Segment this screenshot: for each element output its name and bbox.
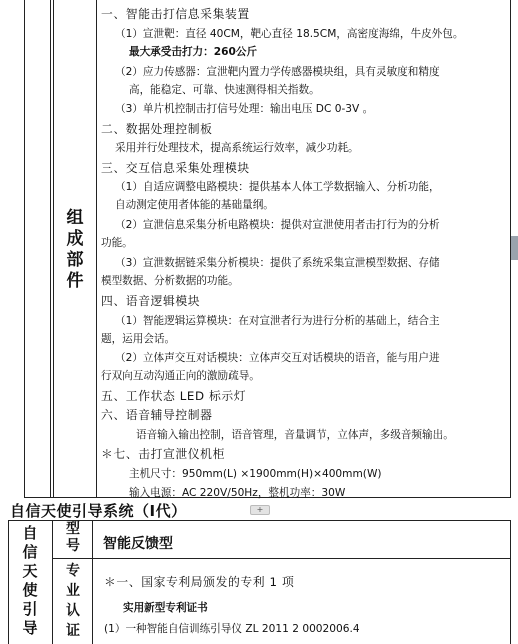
- text-line-l7: 二、数据处理控制板: [101, 122, 213, 136]
- text-line-l19: （2）立体声交互对话模块：立体声交互对话模块的语音，能与用户进: [115, 352, 440, 364]
- text-line-l21: 五、工作状态 LED 标示灯: [101, 389, 247, 403]
- table-divider-c: [96, 0, 97, 498]
- text-line-c3: (1）一种智能自信训练引导仪 ZL 2011 2 0002006.4: [104, 623, 360, 635]
- table-divider-a: [50, 0, 51, 498]
- table2-row-divider: [52, 558, 511, 559]
- text-line-l17: （1）智能逻辑运算模块：在对宣泄者行为进行分析的基础上，结合主: [115, 315, 440, 327]
- scrollbar-tab[interactable]: [511, 236, 518, 260]
- text-line-l8: 采用并行处理技术，提高系统运行效率，减少功耗。: [115, 142, 359, 154]
- text-line-l11: 自动测定使用者体能的基础量纲。: [115, 199, 274, 211]
- table2-divider-a: [52, 520, 53, 644]
- section-label-components: 组 成 部 件: [66, 208, 84, 291]
- text-line-l22: 六、语音辅导控制器: [101, 408, 213, 422]
- text-line-l25: 主机尺寸：950mm(L) ×1900mm(H)×400mm(W): [129, 468, 382, 480]
- text-line-l12: （2）宣泄信息采集分析电路模块：提供对宣泄使用者击打行为的分析: [115, 219, 440, 231]
- text-line-l1: 一、智能击打信息采集装置: [101, 7, 250, 21]
- text-line-l18: 题，运用会话。: [101, 333, 176, 345]
- text-line-l14: （3）宣泄数据链采集分析模块：提供了系统采集宣泄模型数据、存储: [115, 257, 440, 269]
- text-line-l26: 输入电源：AC 220V/50Hz，整机功率：30W: [129, 487, 346, 499]
- table2-border-left: [8, 520, 9, 644]
- text-line-l4: （2）应力传感器：宣泄靶内置力学传感器模块组，具有灵敏度和精度: [115, 66, 440, 78]
- text-line-l2: （1）宣泄靶：直径 40CM，靶心直径 18.5CM，高密度海绵，牛皮外包。: [115, 28, 464, 40]
- product-title: 自信天使引导系统（Ⅰ代）: [10, 502, 187, 520]
- text-line-l13: 功能。: [101, 237, 133, 249]
- table2-border-right: [510, 520, 511, 644]
- text-line-l20: 行双向互动沟通正向的激励疏导。: [101, 370, 260, 382]
- certification-label: 专 业 认 证: [66, 563, 80, 639]
- text-line-l10: （1）自适应调整电路模块：提供基本人体工学数据输入、分析功能，: [115, 181, 440, 193]
- type-label: 型 号: [66, 521, 80, 554]
- table-border-left: [24, 0, 25, 498]
- text-line-l6: （3）单片机控制击打信号处理：输出电压 DC 0-3V 。: [115, 103, 374, 115]
- text-line-l16: 四、语音逻辑模块: [101, 294, 201, 308]
- table2-divider-b: [92, 520, 93, 644]
- text-line-l5: 高，能稳定、可靠、快速测得相关指数。: [129, 84, 320, 96]
- text-line-l9: 三、交互信息采集处理模块: [101, 161, 250, 175]
- text-line-c1: ＊一、国家专利局颁发的专利 1 项: [104, 575, 295, 589]
- text-line-l15: 模型数据、分析数据的功能。: [101, 275, 239, 287]
- text-line-l24: ＊七、击打宣泄仪机柜: [101, 447, 225, 461]
- text-line-c2: 实用新型专利证书: [123, 602, 208, 614]
- type-value: 智能反馈型: [103, 536, 173, 552]
- system-name-label: 自 信 天 使 引 导: [22, 524, 38, 637]
- table-divider-b: [53, 0, 54, 498]
- table-move-handle[interactable]: +: [250, 505, 270, 515]
- text-line-l3: 最大承受击打力：260公斤: [129, 46, 258, 58]
- text-line-l23: 语音输入输出控制，语音管理，音量调节，立体声，多级音频输出。: [136, 429, 454, 441]
